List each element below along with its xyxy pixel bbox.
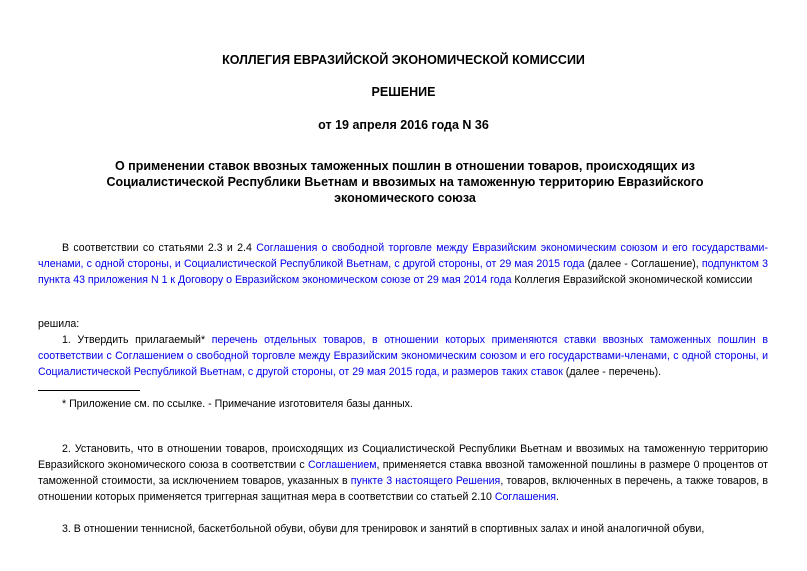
footnote-text: * Приложение см. по ссылке. - Примечание изготовителя базы данных. [62, 398, 413, 410]
item-2-text-3: , товаров, включенных в перечень, а также товаров, в отношении которых применяется триггерная защитная мера в соответствии со статьей 2.10 [38, 475, 768, 503]
item-3-text-1: 3. В отношении теннисной, баскетбольной обуви, обуви для тренировок и занятий в спортивных залах и иной аналогичной обуви, [62, 523, 705, 535]
item-1-text-1: 1. Утвердить прилагаемый* [62, 334, 212, 346]
item-2-text-4: . [556, 491, 559, 503]
item-2-text-2: , применяется ставка ввозной таможенной пошлины в размере 0 процентов от таможенной стоимости, за исключением товаров, указанных в [38, 459, 769, 487]
agreement-link[interactable]: Соглашения о свободной торговле между Евразийским экономическим союзом и его государствами-членами, с одной стороны, и Социалистической Республикой Вьетнам, с другой стороны, от 29 мая 2015 года [38, 242, 769, 270]
resolved-label: решила: [38, 318, 80, 330]
clause-3-link[interactable]: пункте 3 настоящего Решения [350, 475, 501, 487]
document-type-heading: РЕШЕНИЕ [371, 85, 436, 99]
agreement-link-3[interactable]: Соглашения [494, 491, 557, 503]
item-1-paragraph [38, 332, 768, 380]
item-1-text-2: (далее - перечень). [562, 366, 662, 378]
item-3-paragraph [38, 521, 768, 537]
item-2-paragraph [38, 441, 768, 505]
item-2-text-1: 2. Установить, что в отношении товаров, происходящих из Социалистической Республики Вьетнам и ввозимых на таможенную территорию Евразийского экономического союза в соответствии с [38, 443, 768, 471]
preamble-text-2: (далее - Соглашение), [584, 258, 702, 270]
preamble-text-1: В соответствии со статьями 2.3 и 2.4 [62, 242, 257, 254]
issuer-heading: КОЛЛЕГИЯ ЕВРАЗИЙСКОЙ ЭКОНОМИЧЕСКОЙ КОМИССИИ [222, 53, 585, 67]
date-number-heading: от 19 апреля 2016 года N 36 [318, 118, 489, 132]
goods-list-link[interactable]: перечень отдельных товаров, в отношении которых применяются ставки ввозных таможенных пошлин в соответствии с Соглашением о свободной торговле между Евразийским экономическим союзом и его государствами-членами, с одной стороны, и Социалистической Республикой Вьетнам, с другой стороны, от 29 мая 2015 года, и размеров таких ставок [38, 334, 768, 378]
preamble-text-3: Коллегия Евразийской экономической комиссии [511, 274, 753, 286]
footnote-divider [38, 390, 140, 391]
treaty-subclause-link[interactable]: подпунктом 3 пункта 43 приложения N 1 к Договору о Евразийском экономическом союзе от 29 мая 2014 года [38, 258, 768, 286]
preamble-paragraph [38, 240, 768, 288]
document-subject: О применении ставок ввозных таможенных пошлин в отношении товаров, происходящих из Социалистической Республики Вьетнам и ввозимых на таможенную территорию Евразийского экономического союза [106, 159, 704, 205]
agreement-link-2[interactable]: Соглашением [307, 459, 377, 471]
